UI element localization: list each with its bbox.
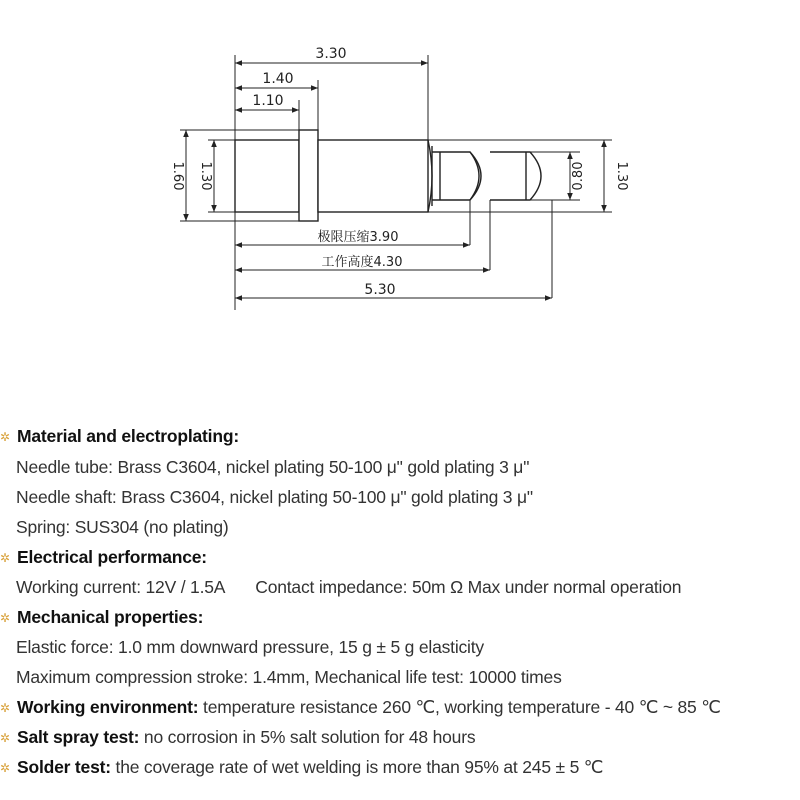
solder-text: the coverage rate of wet welding is more than 95% at 245 ± 5 ℃ — [110, 757, 604, 777]
dim-1-60: 1.60 — [170, 161, 185, 191]
bullet-icon: ✲ — [0, 731, 10, 746]
compression-line: Maximum compression stroke: 1.4mm, Mechanical life test: 10000 times — [16, 667, 562, 687]
environment-line — [0, 697, 721, 718]
dim-0-80: 0.80 — [571, 161, 586, 191]
material-heading: ✲ Material and electroplating: — [0, 426, 239, 446]
dim-5-30: 5.30 — [364, 282, 396, 298]
electrical-line — [16, 577, 681, 598]
contact-impedance: Contact impedance: 50m Ω Max under normal operation — [255, 577, 682, 597]
salt-text: no corrosion in 5% salt solution for 48 hours — [139, 727, 476, 747]
dim-3-30: 3.30 — [315, 46, 347, 62]
spring-line: Spring: SUS304 (no plating) — [16, 517, 229, 537]
environment-title: Working environment: — [17, 697, 199, 717]
salt-title: Salt spray test: — [17, 727, 140, 747]
bullet-icon: ✲ — [0, 430, 10, 445]
solder-line — [0, 757, 603, 778]
electrical-heading: ✲ Electrical performance: — [0, 547, 207, 567]
needle-shaft-line: Needle shaft: Brass C3604, nickel plating 50-100 μ" gold plating 3 μ" — [16, 487, 533, 507]
bullet-icon: ✲ — [0, 551, 10, 566]
needle-tube-line: Needle tube: Brass C3604, nickel plating 50-100 μ" gold plating 3 μ" — [16, 457, 530, 477]
mechanical-heading: ✲ Mechanical properties: — [0, 607, 204, 627]
dim-work-height: 工作高度4.30 — [321, 255, 403, 270]
bullet-icon: ✲ — [0, 701, 10, 716]
pin-outline — [235, 130, 541, 221]
elastic-force-line: Elastic force: 1.0 mm downward pressure, 15 g ± 5 g elasticity — [16, 637, 484, 657]
solder-title: Solder test: — [17, 757, 111, 777]
bullet-icon: ✲ — [0, 761, 10, 776]
dim-1-30-right: 1.30 — [614, 161, 629, 191]
bullet-icon: ✲ — [0, 611, 10, 626]
environment-text: temperature resistance 260 ℃, working temperature - 40 ℃ ~ 85 ℃ — [198, 697, 721, 717]
salt-spray-line — [0, 727, 475, 748]
dim-1-10: 1.10 — [252, 93, 284, 109]
working-current: Working current: 12V / 1.5A — [16, 577, 226, 597]
dim-1-40: 1.40 — [262, 71, 294, 87]
dim-1-30-left: 1.30 — [198, 161, 213, 191]
dim-compress: 极限压缩3.90 — [317, 230, 399, 245]
